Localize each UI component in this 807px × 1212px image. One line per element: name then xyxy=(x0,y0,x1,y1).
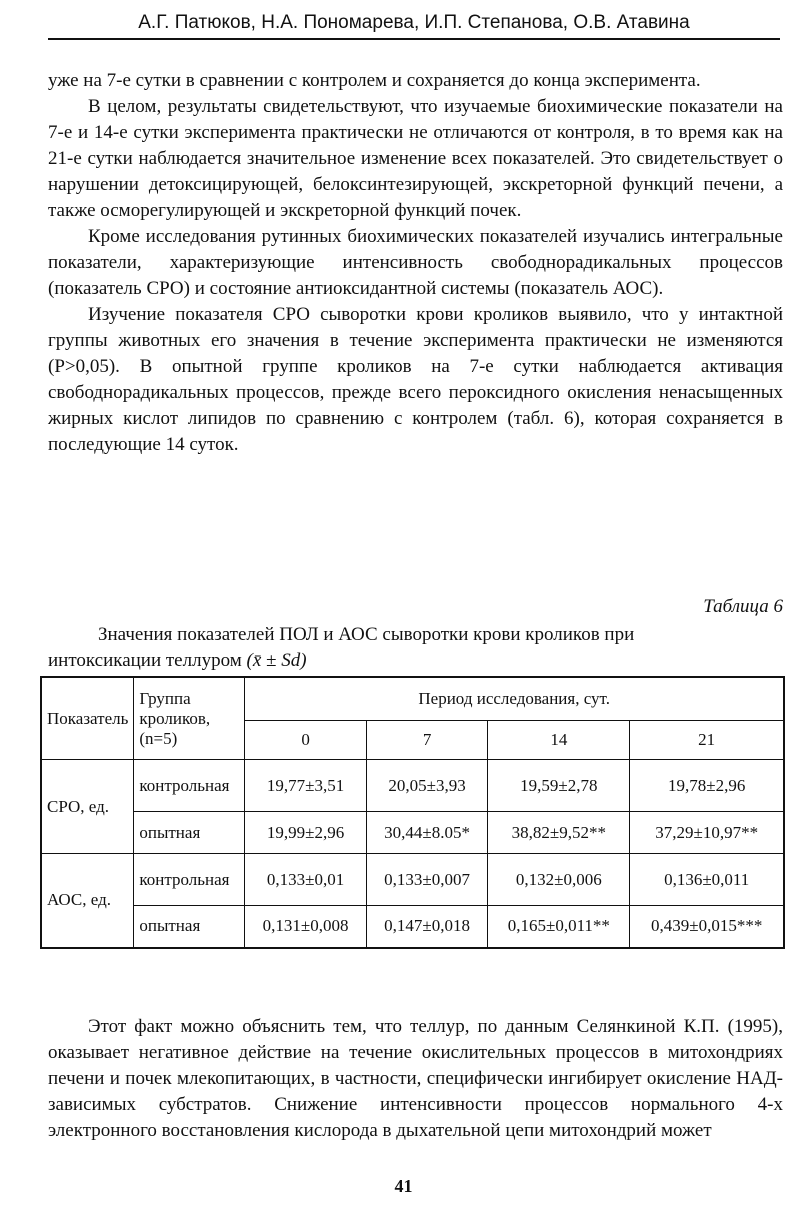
value-cell: 0,165±0,011** xyxy=(488,906,630,948)
group-cell: контрольная xyxy=(134,760,245,812)
value-cell: 19,99±2,96 xyxy=(245,812,366,854)
table-title-line2 xyxy=(48,648,783,674)
data-table xyxy=(40,676,785,949)
table-row xyxy=(41,906,784,948)
table-label: Таблица 6 xyxy=(703,596,783,617)
header-day: 7 xyxy=(366,721,487,760)
body-text xyxy=(48,68,783,458)
header-day: 0 xyxy=(245,721,366,760)
indicator-cell: СРО, ед. xyxy=(41,760,134,854)
table-row xyxy=(41,812,784,854)
paragraph: Кроме исследования рутинных биохимических показателей изучались интегральные показатели, характеризующие интенсивность свободнорадикальных процессов (показатель СРО) и состояние антиоксидантной системы (показатель АОС). xyxy=(48,226,783,299)
value-cell: 20,05±3,93 xyxy=(366,760,487,812)
group-cell: опытная xyxy=(134,906,245,948)
value-cell: 0,132±0,006 xyxy=(488,854,630,906)
table-row xyxy=(41,854,784,906)
header-period: Период исследования, сут. xyxy=(245,677,784,721)
paragraph: уже на 7-е сутки в сравнении с контролем и сохраняется до конца эксперимента. xyxy=(48,70,701,91)
page-number: 41 xyxy=(394,1176,413,1196)
header-day: 21 xyxy=(630,721,784,760)
group-cell: контрольная xyxy=(134,854,245,906)
table-title-text: интоксикации теллуром xyxy=(48,650,242,671)
value-cell: 19,78±2,96 xyxy=(630,760,784,812)
header-group: Группа кроликов, (n=5) xyxy=(134,677,245,760)
paragraph: В целом, результаты свидетельствуют, что изучаемые биохимические показатели на 7-е и 14-е сутки эксперимента практически не отличаются от контроля, в то время как на 21-е сутки наблюдается значительное изменение всех показателей. Это свидетельствует о нарушении детоксицирующей, белоксинтезирующей, экскреторной функций печени, а также осморегулирующей и экскреторной функций почек. xyxy=(48,96,783,221)
paragraph: Изучение показателя СРО сыворотки крови кроликов выявило, что у интактной группы животных его значения в течение эксперимента практически не изменяются (P>0,05). В опытной группе кроликов на 7-е сутки наблюдается активация свободнорадикальных процессов, прежде всего пероксидного окисления ненасыщенных жирных кислот липидов по сравнению с контролем (табл. 6), которая сохраняется в последующие 14 суток. xyxy=(48,304,783,455)
running-header: А.Г. Патюков, Н.А. Пономарева, И.П. Степанова, О.В. Атавина xyxy=(48,10,780,40)
value-cell: 0,133±0,01 xyxy=(245,854,366,906)
value-cell: 0,133±0,007 xyxy=(366,854,487,906)
table-title-line1: Значения показателей ПОЛ и АОС сыворотки крови кроликов при xyxy=(98,624,635,645)
value-cell: 38,82±9,52** xyxy=(488,812,630,854)
value-cell: 37,29±10,97** xyxy=(630,812,784,854)
value-cell: 0,136±0,011 xyxy=(630,854,784,906)
value-cell: 19,77±3,51 xyxy=(245,760,366,812)
value-cell: 0,131±0,008 xyxy=(245,906,366,948)
paragraph: Этот факт можно объяснить тем, что теллур, по данным Селянкиной К.П. (1995), оказывает негативное действие на течение окислительных процессов в митохондриях печени и почек млекопитающих, в частности, специфически ингибирует окисление НАД-зависимых субстратов. Снижение интенсивности процессов нормального 4-х электронного восстановления кислорода в дыхательной цепи митохондрий может xyxy=(48,1016,783,1141)
value-cell: 30,44±8.05* xyxy=(366,812,487,854)
header-day: 14 xyxy=(488,721,630,760)
bottom-text xyxy=(48,1014,783,1144)
value-cell: 0,147±0,018 xyxy=(366,906,487,948)
group-cell: опытная xyxy=(134,812,245,854)
table-row xyxy=(41,760,784,812)
table-header-row xyxy=(41,677,784,721)
indicator-cell: АОС, ед. xyxy=(41,854,134,948)
table-title-stat: (x̄ ± Sd) xyxy=(246,650,307,671)
value-cell: 0,439±0,015*** xyxy=(630,906,784,948)
table-title xyxy=(48,622,783,674)
value-cell: 19,59±2,78 xyxy=(488,760,630,812)
header-indicator: Показатель xyxy=(41,677,134,760)
